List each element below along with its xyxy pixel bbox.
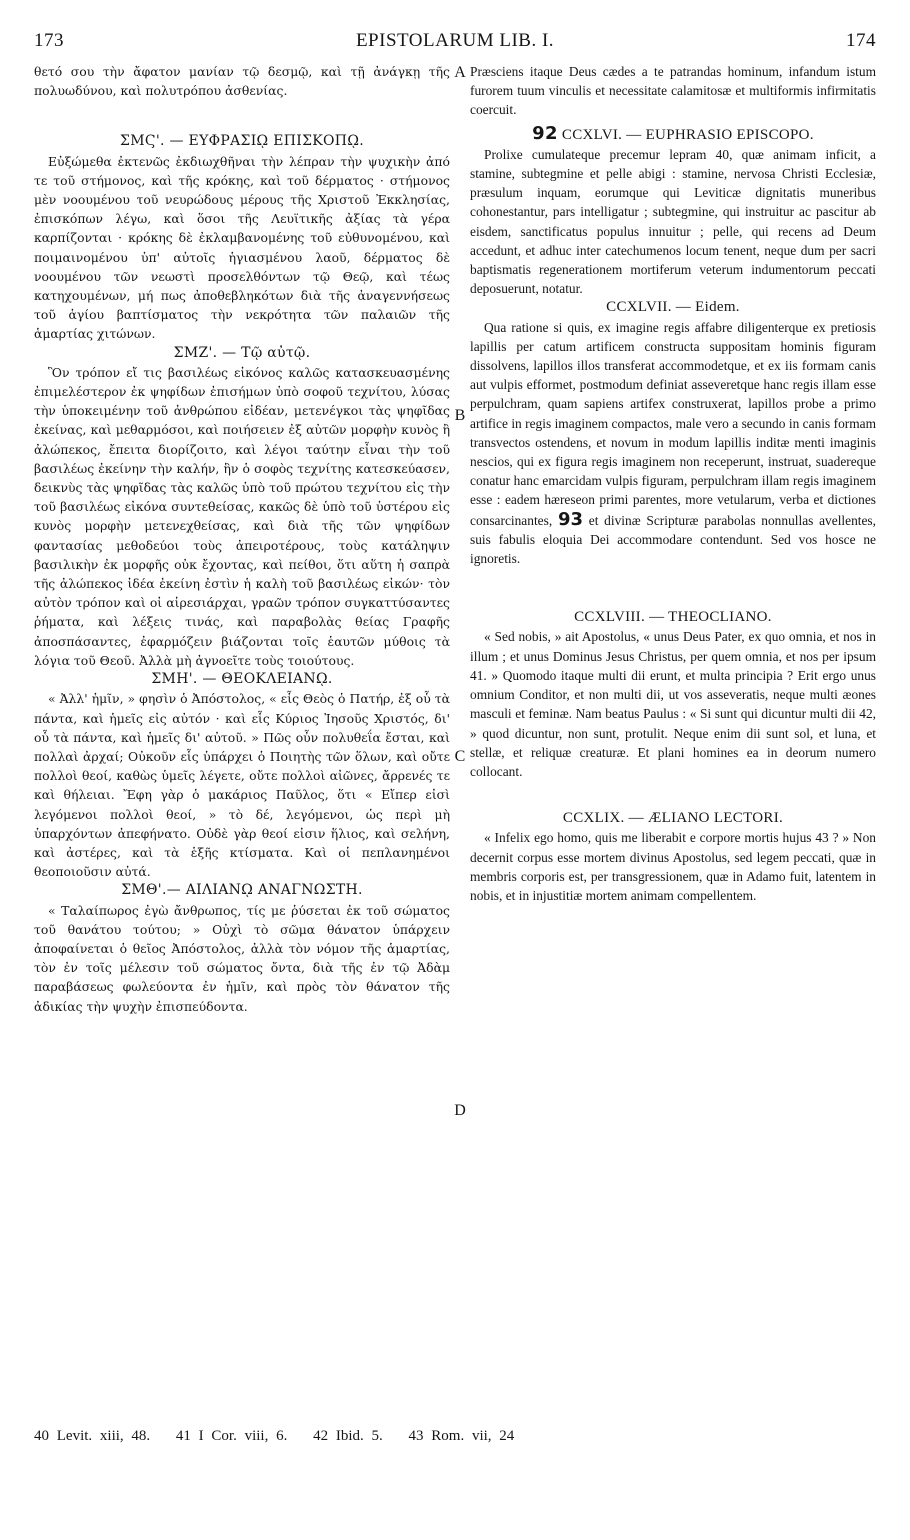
footnote-41: 41 I Cor. viii, 6. — [175, 1428, 288, 1444]
latin-letter-247-part-a: Qua ratione si quis, ex imagine regis affabre diligenterque ex pretiosis lapillis per catum artificem constructa suppositam hominis figuram dissolvens, lapillos illos transferat accommodetque, et ex iis formam canis aut vulpis efformet, postmodum definiat asseveretque hanc regis illam esse perpulchram, quam sapiens artifex construxerat, lapillos probe a primo artifice in regis imaginem compactos, male vero a secundo in canis formam transvectos ostendens, et novum in modum lapillis inditæ menti imaginis nescios, qui ex figura regis imaginem non receperunt, instruat, suadereque conatur hanc emarcidam vulpis figuram, perpulchram illam regis imaginem esse : eadem hæreseon primi parentes, more vetularum, verba et dictiones consarcinantes, — [470, 319, 876, 528]
latin-heading-248: CCXLVIII. — THEOCLIANO. — [574, 609, 772, 626]
greek-column — [34, 62, 450, 1016]
page-number-right: 174 — [846, 30, 876, 51]
margin-letter-a: A — [454, 64, 466, 81]
latin-heading-246 — [470, 124, 876, 145]
running-header — [34, 30, 876, 56]
greek-letter-248: « Ἀλλ' ἡμῖν, » φησὶν ὁ Ἀπόστολος, « εἷς Θεὸς ὁ Πατήρ, ἐξ οὗ τὰ πάντα, καὶ ἡμεῖς εἰς αὐτόν · καὶ εἷς Κύριος Ἰησοῦς Χριστός, δι' οὗ τὰ πάντα, καὶ ἡμεῖς δι' αὐτοῦ. » Πῶς οὖν πολυθεΐα ἔσται, καὶ πολλαὶ ἀρχαί; Οὐκοῦν εἷς ὑπάρχει ὁ Ποιητὴς τῶν ὅλων, καὶ οὔτε πολλοὶ θεοί, καθὼς ὑμεῖς λέγετε, οὔτε πολλοὶ αἰῶνες, ἄρρενές τε καὶ θήλειαι. Ἔφη γὰρ ὁ μακάριος Παῦλος, ὅτι « Εἴπερ εἰσὶ λεγόμενοι πολλοὶ θεοί, » τὸ δέ, λεγόμενοι, ὡς περὶ μὴ ὑπαρχόντων ἀπεφήνατο. Οὐδὲ γὰρ θεοί εἰσιν ἥλιος, καὶ σελήνη, καὶ ἀστέρες, καὶ τὰ ἑξῆς κτίσματα. Καὶ οἱ πεπλανημένοι θεοποιοῦσιν αὐτά. — [34, 691, 450, 880]
column-number-92: 92 — [532, 122, 558, 144]
footnote-42: 42 Ibid. 5. — [313, 1428, 383, 1444]
latin-letter-248: « Sed nobis, » ait Apostolus, « unus Deus Pater, ex quo omnia, et nos in illum ; et unus Dominus Jesus Christus, per quem omnia, et nos per ipsum 41. » Quomodo itaque multi dii erunt, et multa principia ? Erit ergo unus omnium Conditor, et non multi dii, ut vos asseveratis, neque multi æones masculi et feminæ. Nam beatus Paulus : « Si sunt qui dicuntur multi dii 42, » quod dicuntur, non sunt, protulit. Neque enim dii sunt sol, et luna, et stellæ, et reliquæ creaturæ. Et plani homines ea in deorum numero collocant. — [470, 629, 876, 779]
latin-letter-246: Prolixe cumulateque precemur lepram 40, quæ animam inficit, a stamine, subtegmine et pelle abigi : stamine, nervosa Christi Ecclesiæ, præsulum inquam, eorumque qui Leviticæ dignitatis muneribus cohonestantur, pars intelligatur ; subtegmine, qui instruitur ac pascitur ab eisdem, sanctificatus populus innuitur ; pelle, qui recens ad Deum accedunt, et adhuc inter catechumenos locum tenent, neque dum per sacri baptismatis regenerationem mortiferum veterum indumentorum peccati deposuerunt, notatur. — [470, 146, 876, 297]
greek-letter-247: Ὃν τρόπον εἴ τις βασιλέως εἰκόνος καλῶς κατασκευασμένης ἐπιμελέστερον ἐκ ψηφίδων ἐπισήμων ὑπὸ σοφοῦ τεχνίτου, λύσας τὴν ὑποκειμένην τοῦ ἀνθρώπου εἰδέαν, μετενέγκοι τὰς ψηφῖδας ἐκείνας, καὶ μεθαρμόσοι, καὶ ποιήσειεν ἐξ αὐτῶν μορφὴν κυνὸς ἢ ἀλώπεκος, ἔπειτα διορίζοιτο, καὶ λέγοι ταύτην εἶναι τὴν τοῦ βασιλέως ἐκείνην τὴν καλήν, ἣν ὁ σοφὸς τεχνίτης κατεσκεύασεν, δεικνὺς τὰς ψηφῖδας τὰς καλῶς ὑπὸ τοῦ πρώτου τεχνίτου εἰς τὴν τοῦ βασιλέως εἰκόνα συντεθείσας, κακῶς δὲ ὑπὸ τοῦ ὑστέρου εἰς κυνὸς μορφὴν μετενεχθείσας, καὶ διὰ τῆς τῶν ψηφίδων φαντασίας μεθοδεύοι τοὺς ἀπειροτέρους, τοὺς κατάληψιν βασιλικὴν ἐκ μορφῆς οὐκ ἔχοντας, καὶ πείθοι, ὅτι αὕτη ἡ σαπρὰ τῆς ἀλώπεκος ἰδέα ἐκείνη ἐστὶν ἡ καλὴ τοῦ βασιλέως εἰκών· τὸν αὐτὸν τρόπον καὶ οἱ αἱρεσιάρχαι, γραῶν τρόπον συγκαττύσαντες ῥήματα, καὶ λέξεις τινάς, καὶ παραβολὰς θείας Γραφῆς ἀποσπάσαντες, ἐφαρμόζειν βιάζονται τοῖς ἑαυτῶν μύθοις τὰ λόγια τοῦ Θεοῦ. Ἀλλὰ μὴ ἀγνοεῖτε τοὺς τοιούτους. — [34, 364, 450, 668]
latin-letter-247-part-b: et divinæ Scripturæ parabolas nonnullas avellentes, suis fabulis eloquia Dei accommodare contendunt. Sed vos hosce ne ignoretis. — [470, 512, 876, 567]
page-number-left: 173 — [34, 30, 64, 51]
footnotes — [34, 1428, 876, 1445]
footnote-43: 43 Rom. vii, 24 — [408, 1428, 515, 1444]
latin-letter-249: « Infelix ego homo, quis me liberabit e corpore mortis hujus 43 ? » Non decernit corpus esse mortem divinus Apostolus, sed legem peccati, quæ in membris corporis est, per transgressionem, quæ in Adamo fuit, latentem in nobis, et in injustitiæ mortem animam compellentem. — [470, 830, 876, 903]
latin-intro: Præsciens itaque Deus cædes a te patrandas hominum, infandum istum furorem tuum vinculis et necessitate calamitosæ et multiformis infirmitatis coercuit. — [470, 64, 876, 118]
greek-letter-249: « Ταλαίπωρος ἐγὼ ἄνθρωπος, τίς με ῥύσεται ἐκ τοῦ σώματος τοῦ θανάτου τούτου; » Οὐχὶ τὸ σῶμα θάνατον ὑπάρχειν ἀποφαίνεται ὁ θεῖος Ἀπόστολος, ἀλλὰ τὸν νόμον τῆς ἁμαρτίας, τὸν ἐν τοῖς μέλεσιν τοῦ σώματος ὄντα, διὰ τῆς ἐν τῷ Ἀδὰμ παραβάσεως φωλεύοντα ἐν ἡμῖν, καὶ πρὸς τὸν θάνατον τῆς ἀδικίας τὴν ψυχὴν ἐπισπεύδοντα. — [34, 902, 450, 1014]
greek-heading-248: ΣΜΗ'. — ΘΕΟΚΛΕΙΑΝῼ. — [151, 671, 333, 688]
greek-intro: θετό σου τὴν ἄφατον μανίαν τῷ δεσμῷ, καὶ τῇ ἀνάγκῃ τῆς πολυωδύνου, καὶ πολυτρόπου ἀσθενίας. — [34, 64, 450, 99]
margin-letter-d: D — [454, 1102, 466, 1119]
greek-heading-247: ΣΜΖ'. — Τῷ αὐτῷ. — [173, 344, 311, 361]
latin-heading-247: CCXLVII. — Eidem. — [606, 299, 740, 316]
latin-letter-247 — [470, 318, 876, 569]
column-number-93: 93 — [557, 508, 583, 530]
page-title: EPISTOLARUM LIB. I. — [355, 30, 555, 51]
footnote-40: 40 Levit. xiii, 48. — [34, 1428, 151, 1444]
latin-heading-246-text: CCXLVI. — EUPHRASIO EPISCOPO. — [561, 126, 814, 143]
latin-heading-249: CCXLIX. — ÆLIANO LECTORI. — [562, 810, 784, 827]
margin-letter-c: C — [454, 748, 466, 765]
greek-heading-249: ΣΜΘ'.— ΑΙΛΙΑΝῼ ΑΝΑΓΝΩΣΤΗ. — [121, 882, 363, 899]
greek-heading-246: ΣΜϚ'. — ΕΥΦΡΑΣΙῼ ΕΠΙΣΚΟΠῼ. — [120, 133, 364, 150]
margin-letter-b: B — [454, 407, 466, 424]
latin-column — [470, 62, 876, 905]
greek-letter-246: Εὐξώμεθα ἐκτενῶς ἐκδιωχθῆναι τὴν λέπραν τὴν ψυχικὴν ἀπό τε τοῦ στήμονος, καὶ τῆς κρόκης, καὶ τοῦ δέρματος · στήμονος μὲν νοουμένου τοῦ νευρώδους μέρους τῆς Χριστοῦ Ἐκκλησίας, ἐπισκόπων λέγω, καὶ ὅσοι τῆς Λευϊτικῆς ἀξίας τὰ γέρα καρπίζονται · κρόκης δὲ ἐκλαμβανομένης τοῦ εὐθυνομένου, καὶ ποιμαινομένου ὑπ' αὐτοῖς ἡγιασμένου λαοῦ, δέρματος δὲ νοουμένου τῶν νεωστὶ προσελθόντων τῷ Θεῷ, καὶ τέως κατηχουμένων, μή πως ἀποθεβληκότων διὰ τῆς ἀναγεννήσεως τοῦ ἁγίου βαπτίσματος τὴν νεκρότητα τῶν παλαιῶν τῆς ἁμαρτίας χιτώνων. — [34, 153, 450, 342]
